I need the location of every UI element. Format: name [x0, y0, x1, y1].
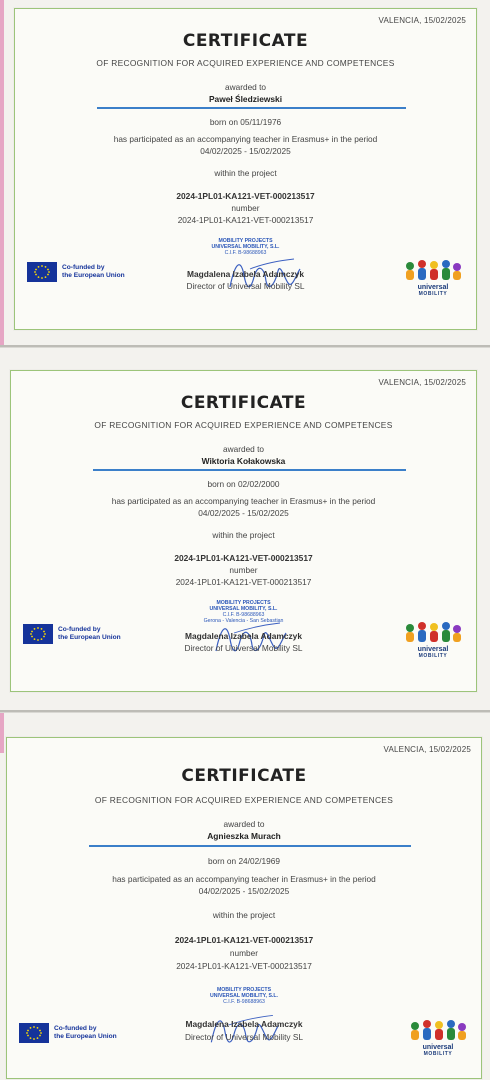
logo-word: universal [417, 284, 449, 291]
eu-flag-icon [27, 262, 57, 282]
signer-role: Director of Universal Mobility SL [186, 281, 305, 291]
universal-mobility-logo [405, 1018, 471, 1058]
within-project-label: within the project [212, 910, 276, 920]
eu-flag-icon [23, 624, 53, 644]
birth-date: born on 02/02/2000 [207, 479, 280, 489]
certificate-date: VALENCIA, 15/02/2025 [378, 378, 466, 387]
birth-date: born on 05/11/1976 [209, 117, 282, 127]
signer-role: Director of Universal Mobility SL [184, 1032, 304, 1042]
within-project-label: within the project [212, 530, 275, 540]
participation-text: has participated as an accompanying teacher in Erasmus+ in the period [111, 496, 376, 506]
name-underline [93, 469, 406, 471]
certificate-subtitle: OF RECOGNITION FOR ACQUIRED EXPERIENCE AND COMPETENCES [94, 795, 394, 805]
within-project-label: within the project [214, 168, 277, 178]
logo-word-2: MOBILITY [418, 653, 448, 659]
project-number: 2024-1PL01-KA121-VET-000213517 [176, 961, 312, 971]
project-code: 2024-1PL01-KA121-VET-000213517 [174, 935, 314, 945]
signer-name: Magdalena Izabela Adamczyk [187, 269, 304, 279]
number-label: number [231, 203, 260, 213]
birth-date: born on 24/02/1969 [208, 856, 280, 866]
name-underline [89, 845, 411, 847]
universal-mobility-logo [400, 258, 466, 298]
figures-icon [405, 1018, 471, 1046]
certificate-title: CERTIFICATE [181, 766, 307, 786]
pink-edge [0, 713, 4, 753]
certificate-title: CERTIFICATE [180, 393, 307, 413]
certificate-2 [10, 370, 477, 692]
photo-sheet-2 [0, 348, 490, 710]
eu-flag-icon [19, 1023, 49, 1043]
stamp-line: MOBILITY PROJECTS [216, 600, 271, 606]
participation-period: 04/02/2025 - 15/02/2025 [198, 886, 290, 896]
awarded-to-label: awarded to [223, 819, 265, 829]
eu-cofunded-logo [19, 1023, 117, 1043]
participation-text: has participated as an accompanying teacher in Erasmus+ in the period [113, 134, 378, 144]
logo-word-2: MOBILITY [418, 291, 448, 297]
eu-text-line: the European Union [54, 1033, 117, 1040]
certificate-subtitle: OF RECOGNITION FOR ACQUIRED EXPERIENCE AND COMPETENCES [94, 420, 393, 430]
number-label: number [229, 948, 259, 958]
stamp-line: C.I.F. B-98688963 [222, 612, 265, 618]
participation-period: 04/02/2025 - 15/02/2025 [198, 508, 289, 518]
eu-text-line: the European Union [62, 272, 125, 279]
participation-period: 04/02/2025 - 15/02/2025 [200, 146, 291, 156]
project-code: 2024-1PL01-KA121-VET-000213517 [174, 553, 313, 563]
sheet-divider [0, 345, 490, 347]
certificate-date: VALENCIA, 15/02/2025 [378, 16, 466, 25]
project-number: 2024-1PL01-KA121-VET-000213517 [175, 577, 312, 587]
logo-word-2: MOBILITY [423, 1051, 453, 1057]
photo-sheet-1 [0, 0, 490, 345]
signer-name: Magdalena Izabela Adamczyk [185, 1019, 303, 1029]
eu-text-line: Co-funded by [62, 264, 105, 271]
stamp-line: MOBILITY PROJECTS [218, 238, 273, 244]
figures-icon [400, 620, 466, 648]
stamp-line: Gerona - Valencia - San Sebastian [203, 618, 284, 624]
stamp-line: MOBILITY PROJECTS [216, 987, 272, 993]
recipient-name: Wiktoria Kołakowska [201, 456, 286, 466]
logo-word: universal [422, 1044, 454, 1051]
name-underline [97, 107, 406, 109]
photo-sheet-3 [0, 713, 490, 1080]
signer-name: Magdalena Izabela Adamczyk [185, 631, 302, 641]
company-stamp [7, 987, 481, 1005]
project-code: 2024-1PL01-KA121-VET-000213517 [176, 191, 315, 201]
project-number: 2024-1PL01-KA121-VET-000213517 [177, 215, 314, 225]
company-stamp [15, 238, 476, 256]
stamp-line: C.I.F. B-98688963 [223, 999, 265, 1005]
awarded-to-label: awarded to [224, 82, 267, 92]
stamp-line: UNIVERSAL MOBILITY, S.L. [211, 244, 280, 250]
participation-text: has participated as an accompanying teacher in Erasmus+ in the period [112, 874, 376, 884]
figures-icon [400, 258, 466, 286]
pink-edge [0, 0, 4, 345]
certificate-3 [6, 737, 482, 1079]
stamp-line: UNIVERSAL MOBILITY, S.L. [209, 606, 278, 612]
stamp-line: C.I.F. B-98688963 [224, 250, 267, 256]
recipient-name: Agnieszka Murach [207, 831, 281, 841]
signer-role: Director of Universal Mobility SL [184, 643, 303, 653]
eu-text-line: Co-funded by [54, 1025, 97, 1032]
certificate-subtitle: OF RECOGNITION FOR ACQUIRED EXPERIENCE AND COMPETENCES [96, 58, 395, 68]
certificate-title: CERTIFICATE [182, 31, 309, 51]
number-label: number [229, 565, 258, 575]
sheet-divider [0, 710, 490, 712]
eu-cofunded-logo [23, 624, 121, 644]
recipient-name: Paweł Śledziewski [208, 94, 283, 104]
stamp-line: UNIVERSAL MOBILITY, S.L. [210, 993, 278, 999]
eu-text-line: Co-funded by [58, 626, 101, 633]
awarded-to-label: awarded to [222, 444, 265, 454]
certificate-date: VALENCIA, 15/02/2025 [383, 745, 471, 754]
eu-cofunded-logo [27, 262, 125, 282]
certificate-1 [14, 8, 477, 330]
universal-mobility-logo [400, 620, 466, 660]
eu-text-line: the European Union [58, 634, 121, 641]
logo-word: universal [417, 646, 449, 653]
